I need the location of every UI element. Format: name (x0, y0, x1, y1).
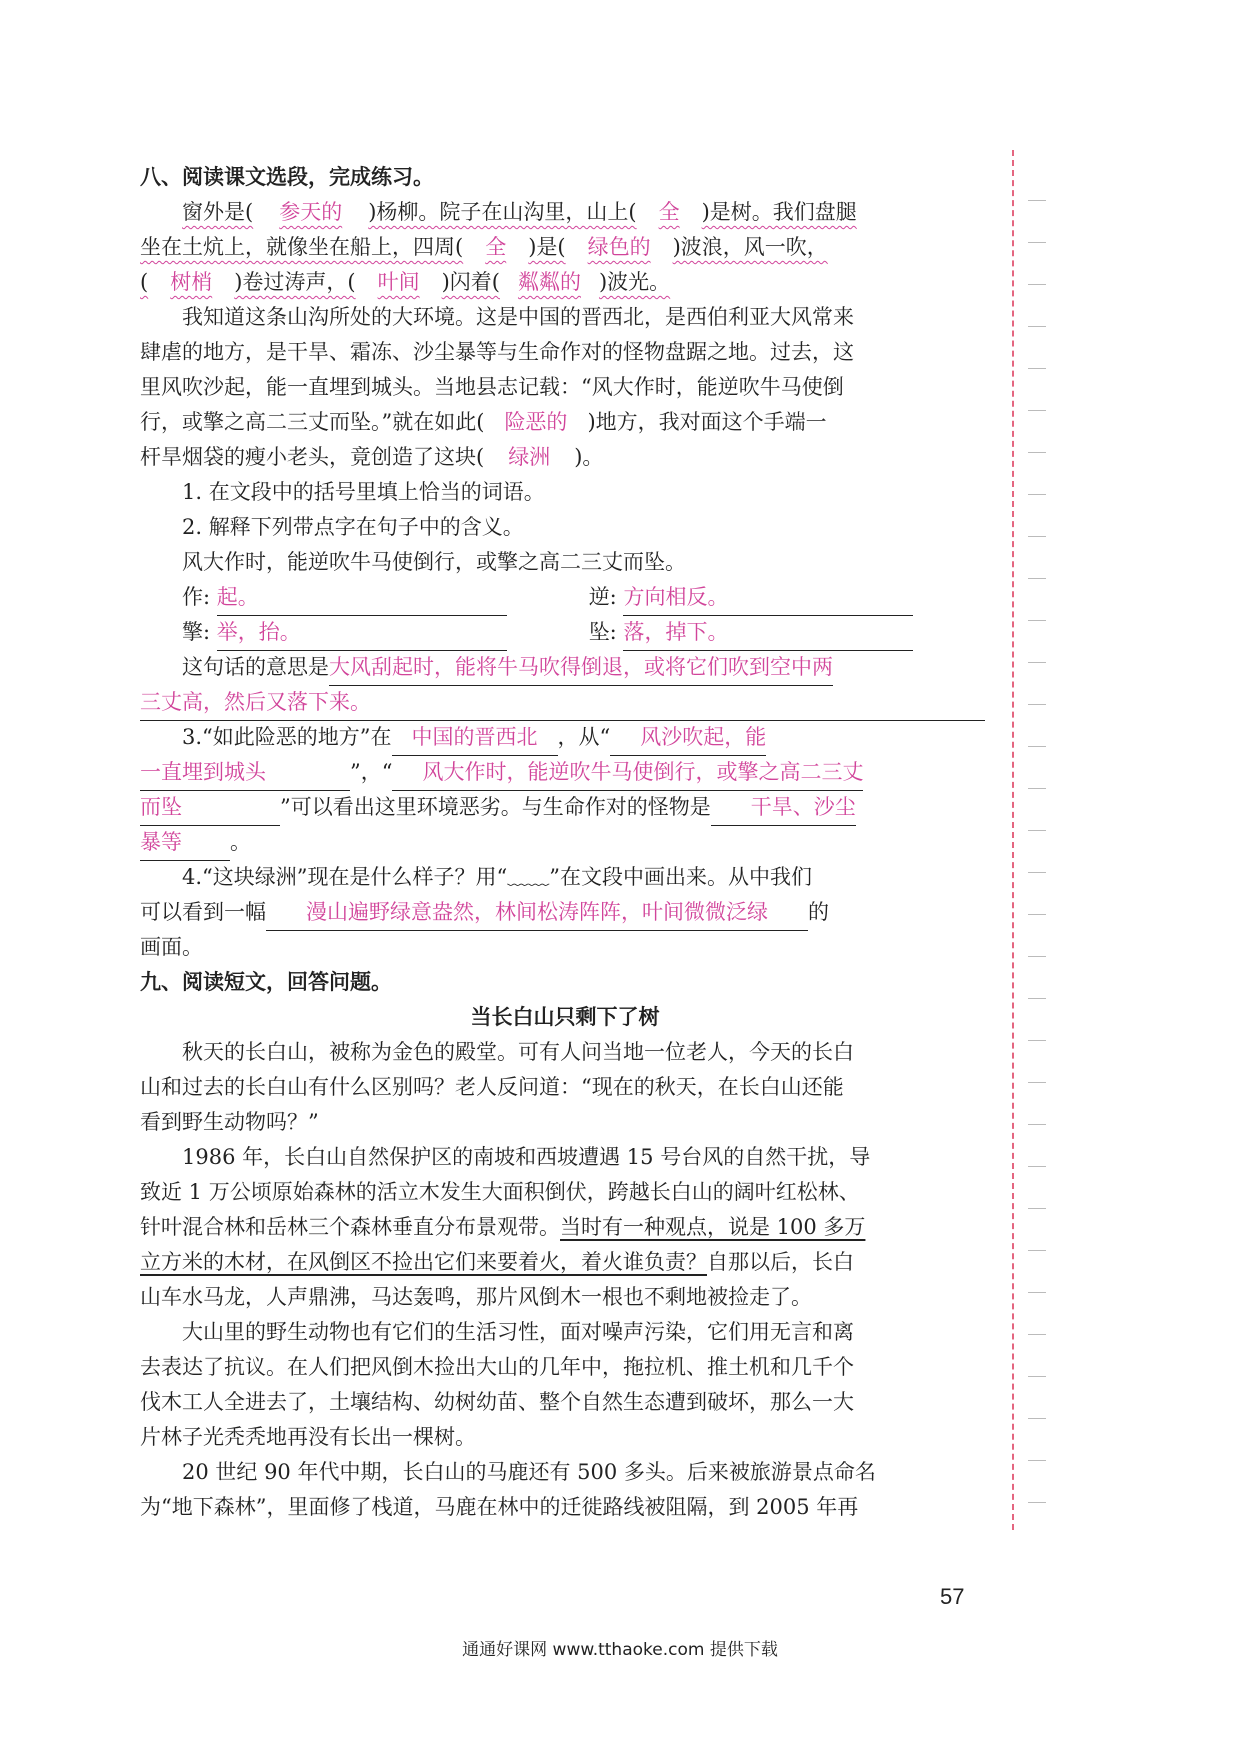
answer-line: 而坠 (140, 790, 280, 826)
question-3-cont: 暴等 。 (140, 825, 990, 860)
section-8-title: 八、阅读课文选段，完成练习。 (140, 165, 434, 189)
passage-line: 坐在土炕上，就像坐在船上，四周( 全 )是( 绿色的 )波浪，风一吹， (140, 235, 828, 259)
passage-line: 行，或擎之高二三丈而坠。”就在如此( 险恶的 )地方，我对面这个手端一 (140, 410, 827, 434)
margin-dashed-rule (1012, 150, 1014, 1530)
footer-credit: 通通好课网 www.tthaoke.com 提供下载 (462, 1640, 778, 1660)
article-title: 当长白山只剩下了树 (470, 1005, 660, 1029)
answer-line: 三丈高，然后又落下来。 (140, 685, 985, 721)
article-line: 去表达了抗议。在人们把风倒木捡出大山的几年中，拖拉机、推土机和几千个 (140, 1355, 854, 1379)
article-line: 针叶混合林和岳林三个森林垂直分布景观带。当时有一种观点，说是 100 多万 (140, 1215, 866, 1239)
answer-line: 风大作时，能逆吹牛马使倒行，或擎之高二三丈 (392, 755, 863, 791)
margin-tick (1028, 284, 1046, 285)
answer-blank: 参天的 (279, 200, 343, 224)
q2-answer-row: 擎: 举，抬。 坠: 落，掉下。 (140, 615, 990, 650)
question-4: 4.“这块绿洲”现在是什么样子？用“﹏﹏”在文段中画出来。从中我们 (182, 865, 812, 889)
answer-blank: 叶间 (377, 270, 420, 294)
margin-tick (1028, 1292, 1046, 1293)
margin-tick (1028, 956, 1046, 957)
article-line: 山车水马龙，人声鼎沸，马达轰鸣，那片风倒木一根也不剩地被捡走了。 (140, 1285, 812, 1309)
margin-tick (1028, 410, 1046, 411)
article-line: 山和过去的长白山有什么区别吗？老人反问道：“现在的秋天，在长白山还能 (140, 1075, 844, 1099)
answer-line: 起。 (217, 580, 507, 616)
answer-line: 大风刮起时，能将牛马吹得倒退，或将它们吹到空中两 (329, 650, 833, 686)
answer-blank: 绿洲 (508, 445, 551, 469)
answer-blank: 全 (485, 235, 507, 259)
answer-line: 一直埋到城头 (140, 755, 350, 791)
section-9-title: 九、阅读短文，回答问题。 (140, 970, 392, 994)
article-line: 看到野生动物吗？” (140, 1110, 319, 1134)
page-number: 57 (940, 1584, 965, 1609)
passage-line: 里风吹沙起，能一直埋到城头。当地县志记载：“风大作时，能逆吹牛马使倒 (140, 375, 844, 399)
question-2-sentence: 风大作时，能逆吹牛马使倒行，或擎之高二三丈而坠。 (182, 550, 686, 574)
passage-line: 杆旱烟袋的瘦小老头，竟创造了这块( 绿洲 )。 (140, 445, 604, 469)
underlined-sentence: 当时有一种观点，说是 100 多万 (560, 1215, 866, 1239)
margin-tick (1028, 1166, 1046, 1167)
question-1: 1. 在文段中的括号里填上恰当的词语。 (182, 480, 545, 504)
article-line: 为“地下森林”，里面修了栈道，马鹿在林中的迁徙路线被阻隔，到 2005 年再 (140, 1495, 859, 1519)
margin-tick (1028, 368, 1046, 369)
margin-tick (1028, 872, 1046, 873)
passage-line: 我知道这条山沟所处的大环境。这是中国的晋西北，是西伯利亚大风常来 (182, 305, 854, 329)
margin-tick (1028, 788, 1046, 789)
margin-tick (1028, 1460, 1046, 1461)
answer-line: 干旱、沙尘 (711, 790, 856, 826)
main-content (140, 160, 990, 1525)
margin-tick (1028, 914, 1046, 915)
margin-tick (1028, 746, 1046, 747)
margin-tick (1028, 620, 1046, 621)
answer-line: 暴等 (140, 825, 230, 861)
margin-tick (1028, 704, 1046, 705)
margin-tick (1028, 1376, 1046, 1377)
margin-tick (1028, 1040, 1046, 1041)
question-3-cont: 一直埋到城头 ”，“ 风大作时，能逆吹牛马使倒行，或擎之高二三丈 (140, 755, 990, 790)
article-line: 秋天的长白山，被称为金色的殿堂。可有人问当地一位老人，今天的长白 (182, 1040, 854, 1064)
margin-tick (1028, 1334, 1046, 1335)
article-line: 伐木工人全进去了，土壤结构、幼树幼苗、整个自然生态遭到破坏，那么一大 (140, 1390, 854, 1414)
question-4-cont: 可以看到一幅 漫山遍野绿意盎然，林间松涛阵阵，叶间微微泛绿 的 (140, 895, 990, 930)
answer-blank: 绿色的 (587, 235, 651, 259)
article-line: 大山里的野生动物也有它们的生活习性，面对噪声污染，它们用无言和离 (182, 1320, 854, 1344)
margin-tick (1028, 200, 1046, 201)
margin-tick (1028, 242, 1046, 243)
margin-tick (1028, 1124, 1046, 1125)
margin-tick (1028, 662, 1046, 663)
margin-tick (1028, 1502, 1046, 1503)
passage-line: ( 树梢 )卷过涛声，( 叶间 )闪着( 粼粼的 )波光。 (140, 270, 671, 294)
article-line: 1986 年，长白山自然保护区的南坡和西坡遭遇 15 号台风的自然干扰，导 (182, 1145, 871, 1169)
q2-meaning: 这句话的意思是大风刮起时，能将牛马吹得倒退，或将它们吹到空中两 (140, 650, 990, 685)
passage-line: 窗外是( 参天的 )杨柳。院子在山沟里，山上( 全 )是树。我们盘腿 (182, 200, 857, 224)
article-line: 致近 1 万公顷原始森林的活立木发生大面积倒伏，跨越长白山的阔叶红松林、 (140, 1180, 860, 1204)
margin-tick (1028, 578, 1046, 579)
answer-line: 漫山遍野绿意盎然，林间松涛阵阵，叶间微微泛绿 (266, 895, 808, 931)
q2-meaning-cont (140, 685, 990, 720)
question-3: 3.“如此险恶的地方”在 中国的晋西北 ，从“ 风沙吹起，能 (140, 720, 990, 755)
article-line: 20 世纪 90 年代中期，长白山的马鹿还有 500 多头。后来被旅游景点命名 (182, 1460, 876, 1484)
passage-line: 肆虐的地方，是干旱、霜冻、沙尘暴等与生命作对的怪物盘踞之地。过去，这 (140, 340, 854, 364)
margin-tick (1028, 998, 1046, 999)
margin-tick (1028, 1250, 1046, 1251)
margin-tick (1028, 1082, 1046, 1083)
margin-tick (1028, 1418, 1046, 1419)
answer-blank: 树梢 (170, 270, 213, 294)
answer-line: 方向相反。 (623, 580, 913, 616)
question-3-cont: 而坠 ”可以看出这里环境恶劣。与生命作对的怪物是 干旱、沙尘 (140, 790, 990, 825)
margin-tick (1028, 452, 1046, 453)
margin-tick (1028, 830, 1046, 831)
answer-blank: 险恶的 (504, 410, 568, 434)
wavy-line-mark: ﹏﹏ (507, 865, 550, 889)
answer-blank: 全 (658, 200, 680, 224)
margin-tick (1028, 1208, 1046, 1209)
answer-blank: 粼粼的 (517, 270, 581, 294)
margin-tick (1028, 326, 1046, 327)
article-line: 立方米的木材，在风倒区不捡出它们来要着火，着火谁负责？自那以后，长白 (140, 1250, 854, 1274)
underlined-sentence: 立方米的木材，在风倒区不捡出它们来要着火，着火谁负责？ (140, 1250, 707, 1274)
margin-tick (1028, 536, 1046, 537)
question-2: 2. 解释下列带点字在句子中的含义。 (182, 515, 524, 539)
answer-line: 风沙吹起，能 (610, 720, 766, 756)
q2-answer-row: 作: 起。 逆: 方向相反。 (140, 580, 990, 615)
answer-line: 落，掉下。 (623, 615, 913, 651)
answer-line: 中国的晋西北 (392, 720, 558, 756)
margin-tick (1028, 494, 1046, 495)
article-line: 片林子光秃秃地再没有长出一棵树。 (140, 1425, 476, 1449)
question-4-cont: 画面。 (140, 935, 203, 959)
answer-line: 举，抬。 (217, 615, 507, 651)
